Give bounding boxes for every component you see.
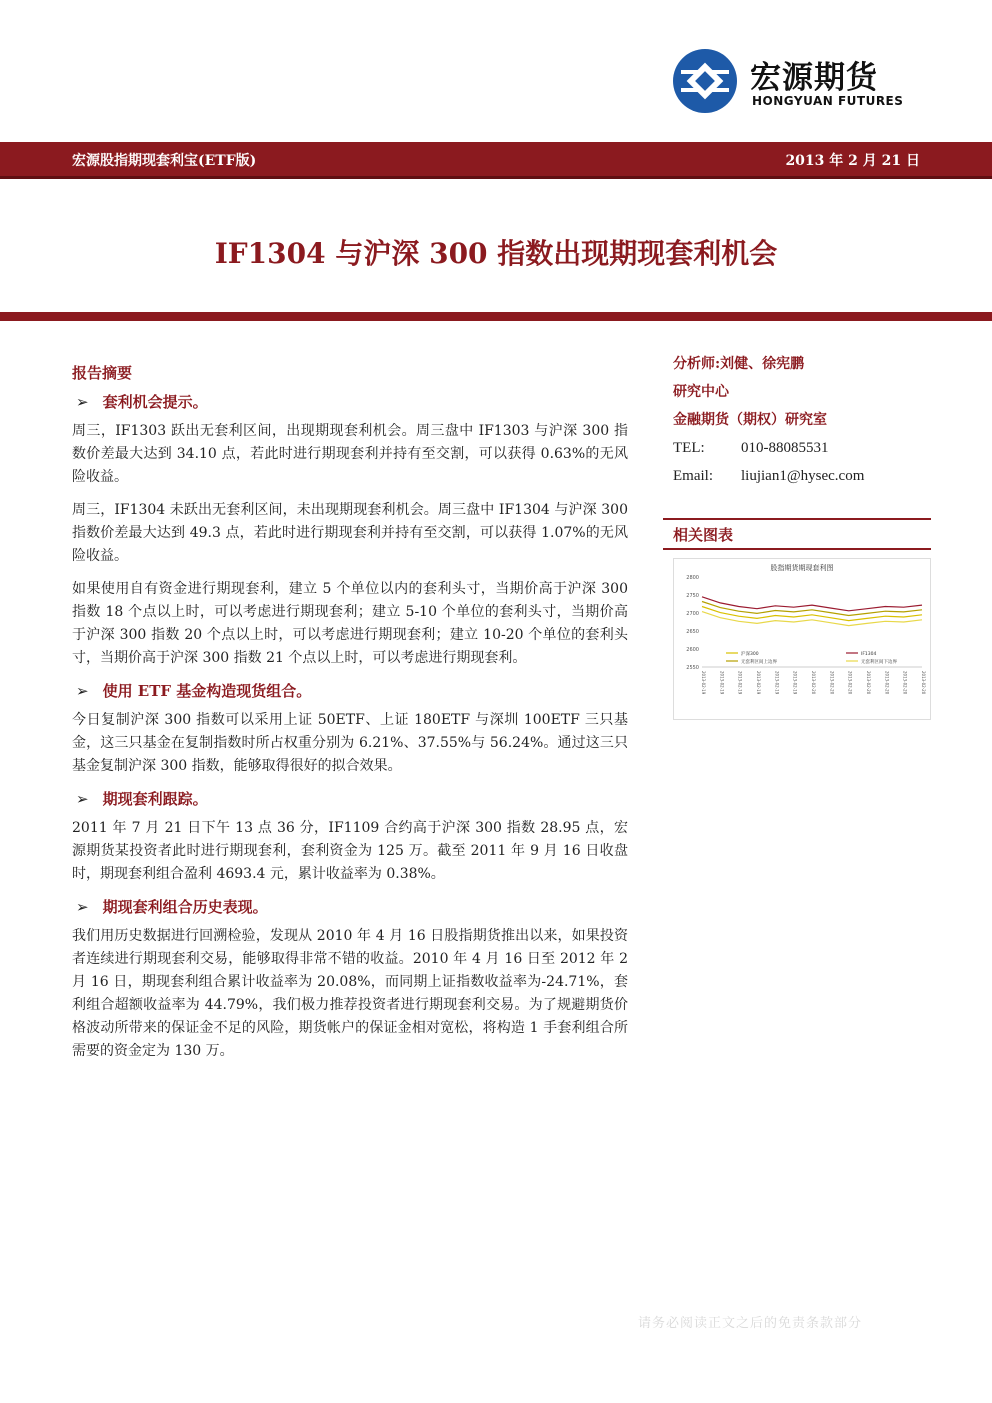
analyst-names: 分析师:刘健、徐宪鹏 (673, 356, 805, 372)
summary-column (72, 362, 628, 1073)
x-tick-label: 2013-02-20 (829, 671, 835, 695)
related-charts-header: 相关图表 (663, 518, 931, 550)
contact-tel: TEL: 010-88085531 (673, 440, 829, 456)
section-bullet-etf-portfolio: ➢ 使用 ETF 基金构造现货组合。 (76, 682, 312, 700)
paragraph: 今日复制沪深 300 指数可以采用上证 50ETF、上证 180ETF 与深圳 100ETF 三只基金，这三只基金在复制指数时所占权重分别为 6.21%、37.55%与 56.24%。通过这三只基金复制沪深 300 指数，能够取得很好的拟合效果。 (72, 712, 628, 774)
analyst-info (673, 350, 933, 490)
logo-name-en: HONGYUAN FUTURES (752, 94, 904, 108)
company-logo (672, 48, 912, 118)
disclaimer-note: 请务必阅读正文之后的免责条款部分 (638, 1316, 863, 1331)
contact-email[interactable]: Email: liujian1@hysec.com (673, 468, 865, 484)
section-bullet-history: ➢ 期现套利组合历史表现。 (76, 898, 268, 916)
paragraph: 我们用历史数据进行回溯检验，发现从 2010 年 4 月 16 日股指期货推出以来，如果投资者连续进行期现套利交易，能够取得非常不错的收益。2010 年 4 月 16 日至 2012 年 2 月 16 日，期现套利组合累计收益率为 20.08%，而同期上证指数收益率为-24.71%，套利组合超额收益率为 44.79%，我们极力推荐投资者进行期现套利交易。为了规避期货价格波动所带来的保证金不足的风险，期货帐户的保证金相对宽松，将构造 1 手套利组合所需要的资金定为 130 万。 (72, 928, 628, 1059)
y-tick-label: 2600 (686, 647, 699, 653)
research-dept: 金融期货（期权）研究室 (673, 412, 827, 428)
legend-entry: IF1304 (861, 652, 877, 657)
title-divider (0, 312, 992, 321)
paragraph: 周三，IF1304 未跃出无套利区间，未出现期现套利机会。周三盘中 IF1304 与沪深 300 指数价差最大达到 49.3 点，若此时进行期现套利并持有至交割，可以获得 1.07%的无风险收益。 (72, 502, 628, 564)
series-line (702, 597, 922, 611)
x-tick-label: 2013-02-19 (756, 671, 761, 695)
arrow-bullet-icon: ➢ (76, 682, 89, 700)
x-tick-label: 2013-02-20 (866, 671, 871, 695)
arrow-bullet-icon: ➢ (76, 790, 89, 808)
summary-heading: 报告摘要 (72, 364, 133, 382)
section-bullet-tracking: ➢ 期现套利跟踪。 (76, 790, 208, 808)
paragraph: 2011 年 7 月 21 日下午 13 点 36 分，IF1109 合约高于沪深 300 指数 28.95 点，宏源期货某投资者此时进行期现套利，套利资金为 125 万。截至 2011 年 9 月 16 日收盘时，期现套利组合盈利 4693.4 元，累计收益率为 0.38%。 (72, 820, 628, 882)
x-tick-label: 2013-02-20 (811, 671, 816, 695)
chart-title: 股指期货期现套利图 (770, 564, 834, 572)
legend-entry: 无套利区间上边界 (741, 660, 777, 665)
y-tick-label: 2650 (686, 629, 699, 635)
x-tick-label: 2013-02-19 (792, 671, 798, 695)
hongyuan-logo-icon (672, 48, 738, 114)
x-tick-label: 2013-02-20 (921, 671, 926, 695)
x-tick-label: 2013-02-19 (701, 671, 706, 695)
report-title: IF1304 与沪深 300 指数出现期现套利机会 (214, 237, 778, 270)
legend-entry: 无套利区间下边界 (861, 660, 897, 665)
x-tick-label: 2013-02-20 (847, 671, 853, 695)
arbitrage-chart (673, 558, 931, 720)
y-tick-label: 2800 (686, 575, 699, 581)
series-line (702, 607, 922, 621)
legend-entry: 沪深300 (741, 652, 759, 657)
arrow-bullet-icon: ➢ (76, 898, 89, 916)
arbitrage-chart-svg (674, 559, 930, 719)
logo-name-cn: 宏源期货 (750, 60, 878, 96)
y-tick-label: 2750 (686, 593, 699, 599)
section-bullet-arbitrage-tip: ➢ 套利机会提示。 (76, 393, 208, 411)
report-series-name: 宏源股指期现套利宝(ETF版) (72, 153, 257, 169)
y-tick-label: 2550 (686, 665, 699, 671)
header-band (0, 142, 992, 179)
x-tick-label: 2013-02-19 (774, 671, 780, 695)
x-tick-label: 2013-02-20 (902, 671, 908, 695)
research-center: 研究中心 (673, 384, 729, 400)
series-line (702, 602, 922, 616)
x-tick-label: 2013-02-19 (719, 671, 725, 695)
report-date: 2013 年 2 月 21 日 (785, 153, 920, 169)
y-tick-label: 2700 (686, 611, 699, 617)
paragraph: 如果使用自有资金进行期现套利，建立 5 个单位以内的套利头寸，当期价高于沪深 300 指数 18 个点以上时，可以考虑进行期现套利；建立 5-10 个单位的套利头寸，当期价高于沪深 300 指数 20 个点以上时，可以考虑进行期现套利；建立 10-20 个单位的套利头寸，当期价高于沪深 300 指数 21 个点以上时，可以考虑进行期现套利。 (72, 581, 628, 666)
series-line (702, 612, 922, 626)
x-tick-label: 2013-02-19 (737, 671, 743, 695)
paragraph: 周三，IF1303 跃出无套利区间，出现期现套利机会。周三盘中 IF1303 与沪深 300 指数价差最大达到 34.10 点，若此时进行期现套利并持有至交割，可以获得 0.63%的无风险收益。 (72, 423, 628, 485)
arrow-bullet-icon: ➢ (76, 393, 89, 411)
x-tick-label: 2013-02-20 (884, 671, 890, 695)
